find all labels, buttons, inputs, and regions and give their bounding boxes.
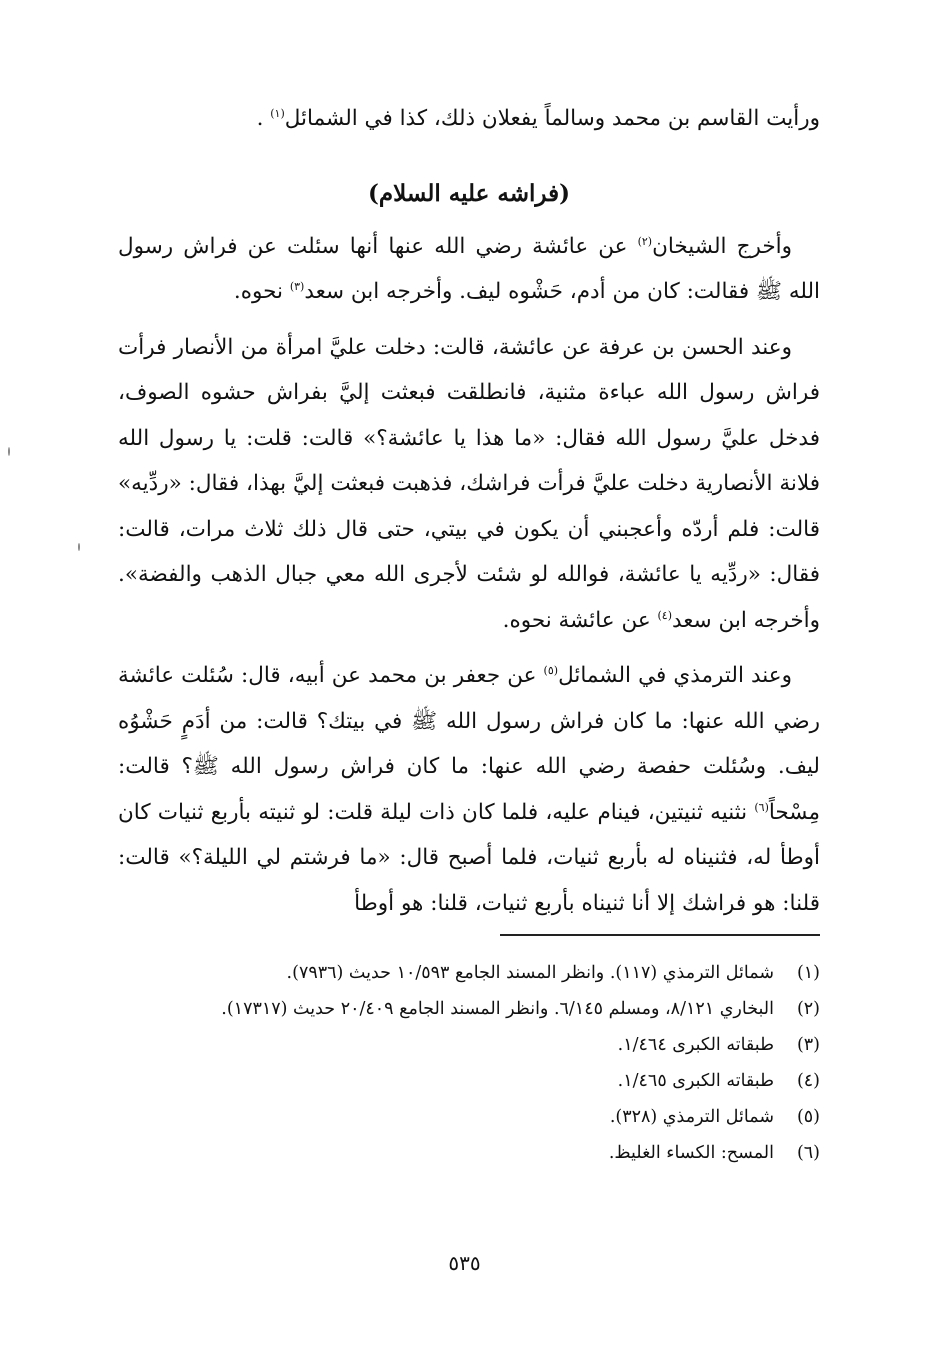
paragraph-2: [118, 224, 820, 315]
footnote-3: [118, 1027, 820, 1063]
paragraph-4-text-b: عن جعفر بن محمد عن أبيه، قال: سُئلت عائشة رضي الله عنها: ما كان فراش رسول الله ﷺ في بيتك؟ قالت: من أدَمٍ حَشْوُه ليف. وسُئلت حفصة رضي الله عنها: ما كان فراش رسول الله ﷺ؟ قالت: مِسْحاً: [118, 663, 820, 825]
footnote-4: [118, 1063, 820, 1099]
main-text: [118, 96, 820, 926]
paragraph-3: [118, 325, 820, 644]
footnote-5: [118, 1099, 820, 1135]
footnote-text: المسح: الكساء الغليظ.: [608, 1143, 774, 1163]
footnote-separator: [500, 934, 820, 936]
footnote-number: (٢): [796, 999, 820, 1019]
footnote-ref-6: (٦): [754, 800, 769, 814]
footnote-ref-2: (٢): [637, 234, 653, 248]
footnote-number: (١): [796, 963, 820, 983]
footnote-ref-5: (٥): [543, 663, 559, 677]
footnote-ref-3: (٣): [289, 279, 305, 293]
footnote-text: شمائل الترمذي (١١٧). وانظر المسند الجامع ١٠/٥٩٣ حديث (٧٩٣٦).: [286, 963, 774, 983]
paragraph-4-text-a: وعند الترمذي في الشمائل: [558, 663, 792, 688]
footnote-ref-4: (٤): [657, 608, 672, 622]
footnote-number: (٣): [796, 1035, 820, 1055]
footnotes: [118, 955, 820, 1171]
paragraph-1-end: .: [256, 106, 271, 131]
footnote-number: (٦): [796, 1143, 820, 1163]
section-heading: (فراشه عليه السلام): [368, 179, 570, 207]
scan-speck: [8, 447, 10, 456]
footnote-1: [118, 955, 820, 991]
footnote-number: (٥): [796, 1107, 820, 1127]
footnote-2: [118, 991, 820, 1027]
paragraph-2-text-c: نحوه.: [233, 279, 290, 304]
footnote-text: طبقاته الكبرى ١/٤٦٥.: [617, 1071, 774, 1091]
paragraph-3-end: عن عائشة نحوه.: [502, 607, 658, 633]
footnote-text: شمائل الترمذي (٣٢٨).: [609, 1107, 774, 1127]
paragraph-1-text: ورأيت القاسم بن محمد وسالماً يفعلان ذلك، كذا في الشمائل: [284, 106, 820, 131]
footnote-6: [118, 1135, 820, 1171]
paragraph-2-text-b: عن عائشة رضي الله عنها أنها سئلت عن فراش رسول الله ﷺ فقالت: كان من أدم، حَشْوه ليف. وأخرجه ابن سعد: [118, 233, 820, 304]
paragraph-3-text: وعند الحسن بن عرفة عن عائشة، قالت: دخلت عليَّ امرأة من الأنصار فرأت فراش رسول الله عباءة مثنية، فانطلقت فبعثت إليَّ بفراش حشوه الصوف، فدخل عليَّ رسول الله فقال: «ما هذا يا عائشة؟» قالت: قلت: يا رسول الله فلانة الأنصارية دخلت عليَّ فرأت فراشك، فذهبت فبعثت إليَّ بهذا، فقال: «ردِّيه» قالت: فلم أردّه وأعجبني أن يكون في بيتي، حتى قال ذلك ثلاث مرات، قالت: فقال: «ردِّيه يا عائشة، فوالله لو شئت لأجرى الله معي جبال الذهب والفضة». وأخرجه ابن سعد: [118, 334, 820, 633]
footnote-text: البخاري ٨/١٢١، ومسلم ٦/١٤٥. وانظر المسند الجامع ٢٠/٤٠٩ حديث (١٧٣١٧).: [221, 999, 774, 1019]
page-number: ٥٣٥: [448, 1251, 481, 1275]
footnote-ref-1: (١): [270, 106, 285, 120]
paragraph-4-text-c: نثنيه ثنيتين، فينام عليه، فلما كان ذات ليلة قلت: لو ثنيته بأربع ثنيات كان أوطأ له، فثنيناه له بأربع ثنيات، فلما أصبح قال: «ما فرشتم لي الليلة؟» قالت: قلنا: هو فراشك إلا أنا ثنيناه بأربع ثنيات، قلنا: هو أوطأ: [118, 799, 820, 916]
footnote-text: طبقاته الكبرى ١/٤٦٤.: [617, 1035, 774, 1055]
paragraph-1: [118, 96, 820, 142]
paragraph-4: [118, 653, 820, 926]
footnote-number: (٤): [796, 1071, 820, 1091]
paragraph-2-text-a: وأخرج الشيخان: [652, 233, 792, 259]
scan-speck: [78, 543, 80, 551]
